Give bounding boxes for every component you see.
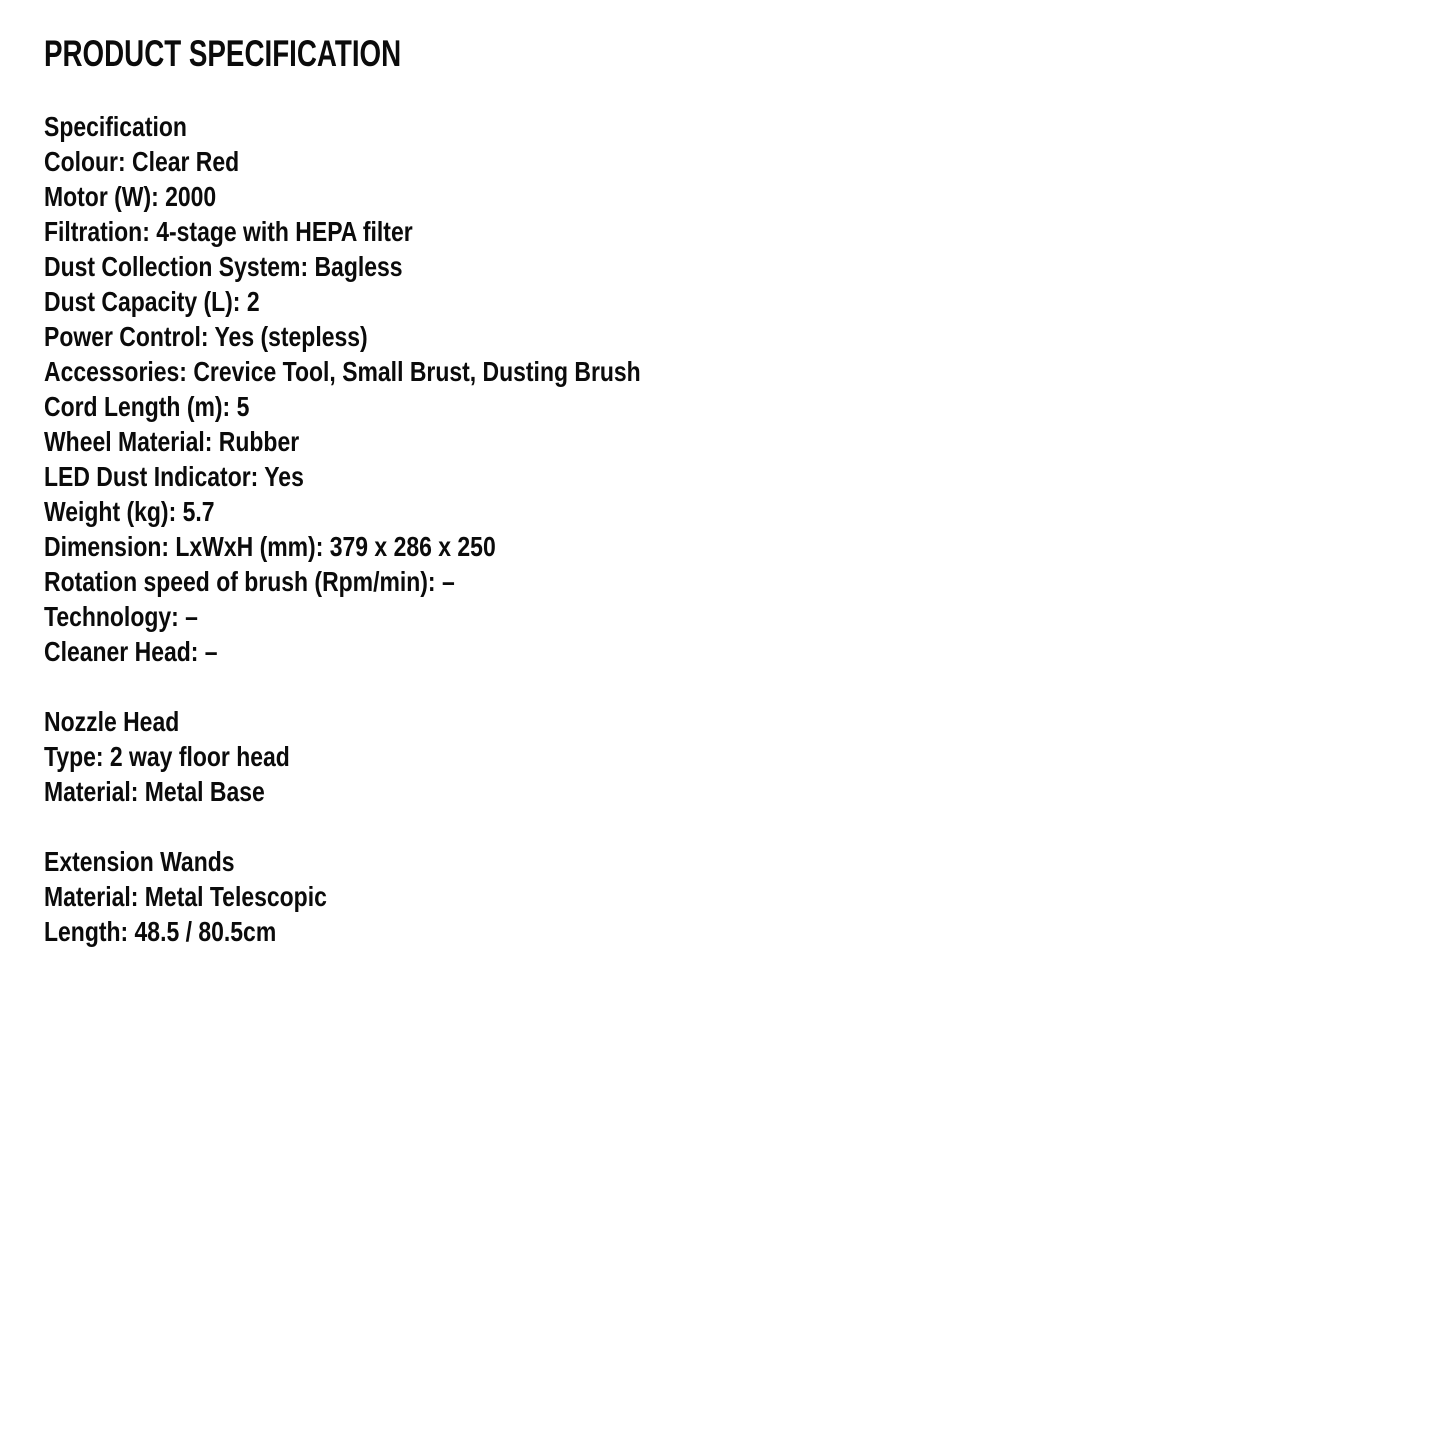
spec-line-nozzle-type: Type: 2 way floor head	[44, 741, 290, 772]
spec-line-weight: Weight (kg): 5.7	[44, 496, 215, 527]
page-title: PRODUCT SPECIFICATION	[44, 33, 402, 74]
spec-line-motor: Motor (W): 2000	[44, 181, 217, 212]
spec-line-wheel-material: Wheel Material: Rubber	[44, 426, 300, 457]
spec-line-filtration: Filtration: 4-stage with HEPA filter	[44, 216, 413, 247]
spec-line-led-dust-indicator: LED Dust Indicator: Yes	[44, 461, 304, 492]
spec-line-accessories: Accessories: Crevice Tool, Small Brust, Dusting Brush	[44, 356, 641, 387]
section-heading: Extension Wands	[44, 846, 235, 877]
section-heading: Specification	[44, 111, 187, 142]
spec-line-power-control: Power Control: Yes (stepless)	[44, 321, 368, 352]
spec-section-extension-wands	[44, 844, 1400, 949]
section-heading: Nozzle Head	[44, 706, 180, 737]
spec-line-technology: Technology: –	[44, 601, 198, 632]
spec-section-specification	[44, 109, 1400, 669]
spec-section-nozzle-head	[44, 704, 1400, 809]
spec-line-cleaner-head: Cleaner Head: –	[44, 636, 218, 667]
spec-line-wand-length: Length: 48.5 / 80.5cm	[44, 916, 277, 947]
spec-line-nozzle-material: Material: Metal Base	[44, 776, 265, 807]
spec-line-cord-length: Cord Length (m): 5	[44, 391, 250, 422]
spec-line-dimension: Dimension: LxWxH (mm): 379 x 286 x 250	[44, 531, 496, 562]
spec-line-colour: Colour: Clear Red	[44, 146, 240, 177]
spec-line-wand-material: Material: Metal Telescopic	[44, 881, 327, 912]
spec-line-dust-collection-system: Dust Collection System: Bagless	[44, 251, 403, 282]
spec-line-dust-capacity: Dust Capacity (L): 2	[44, 286, 260, 317]
spec-line-rotation-speed: Rotation speed of brush (Rpm/min): –	[44, 566, 455, 597]
